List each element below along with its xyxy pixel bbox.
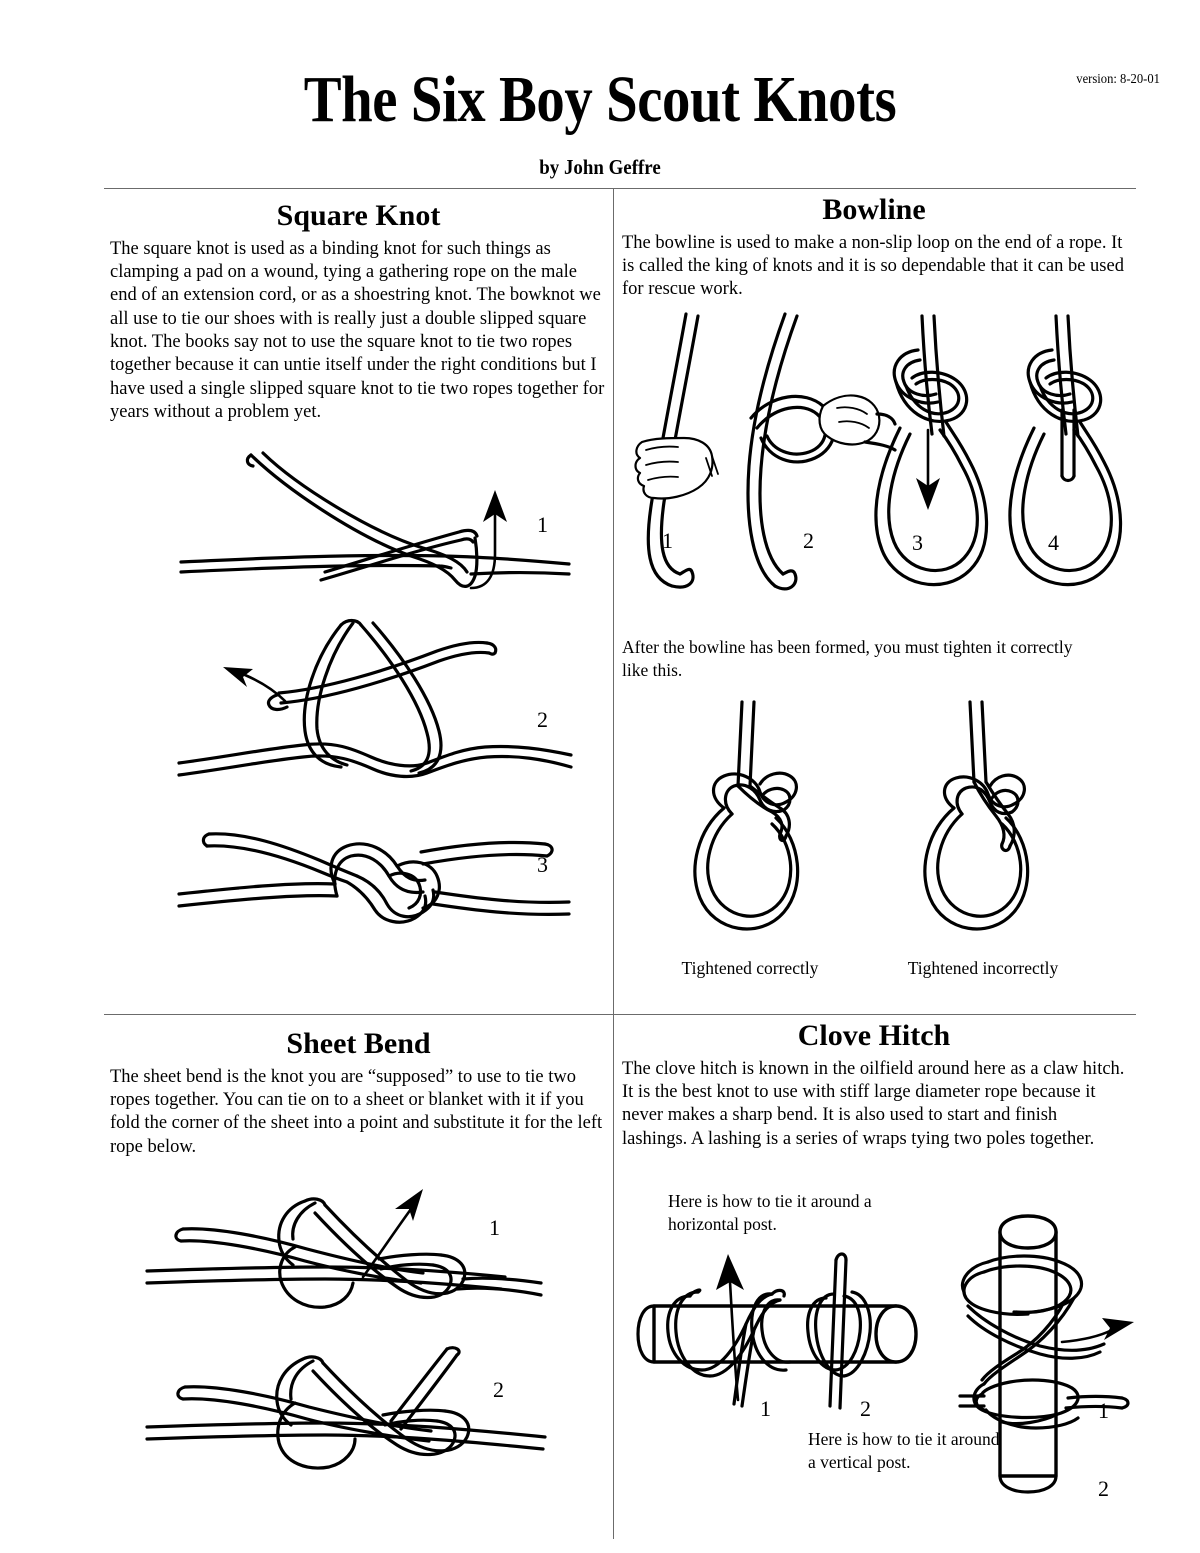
clove-hitch-vertical-note: Here is how to tie it around a vertical post. xyxy=(808,1429,1000,1472)
bowline-step-1-label: 1 xyxy=(662,528,673,553)
bowline-figure-4 xyxy=(1000,310,1130,600)
sheet-bend-heading: Sheet Bend xyxy=(286,1027,431,1060)
clove-hitch-body: The clove hitch is known in the oilfield around here as a claw hitch. It is the best knot to use with stiff large diameter rope because it never makes a sharp bend. It is also used to start and finish lashings. A lashing is a series of wraps tying two poles together. xyxy=(622,1058,1125,1149)
clove-hitch-vertical-step-1-label: 1 xyxy=(1098,1398,1109,1423)
page-title: The Six Boy Scout Knots xyxy=(303,63,897,136)
section-clove-hitch xyxy=(622,1020,1126,1151)
bowline-step-3-label: 3 xyxy=(912,530,923,555)
middle-divider xyxy=(104,1014,1136,1015)
section-bowline xyxy=(622,194,1126,302)
author-byline: by John Geffre xyxy=(539,155,661,179)
clove-hitch-vertical-step-2-label: 2 xyxy=(1098,1476,1109,1501)
document-header xyxy=(0,0,1200,188)
bowline-tightened-incorrectly-caption: Tightened incorrectly xyxy=(907,958,1059,978)
bowline-tighten-note-block xyxy=(622,636,1092,682)
bowline-heading: Bowline xyxy=(822,193,926,226)
square-knot-figure-1 xyxy=(175,450,575,600)
lower-column-divider xyxy=(613,1014,614,1539)
sheet-bend-step-2-label: 2 xyxy=(493,1377,504,1402)
section-square-knot xyxy=(110,200,607,425)
sheet-bend-figure-1 xyxy=(145,1185,545,1325)
bowline-figure-3 xyxy=(866,310,996,600)
sheet-bend-body: The sheet bend is the knot you are “supposed” to use to tie two ropes together. You can tie on to a sheet or blanket with it if you fold the corner of the sheet into a point and substitute it for the left rope below. xyxy=(110,1066,603,1157)
sheet-bend-step-1-label: 1 xyxy=(489,1215,500,1240)
square-knot-step-2-label: 2 xyxy=(537,707,548,732)
bowline-tightened-correctly-caption: Tightened correctly xyxy=(681,958,819,978)
square-knot-heading: Square Knot xyxy=(276,199,441,232)
clove-hitch-horizontal-note: Here is how to tie it around a horizontal post. xyxy=(668,1191,872,1234)
upper-column-divider xyxy=(613,188,614,1014)
section-sheet-bend xyxy=(110,1028,607,1159)
square-knot-figure-3 xyxy=(175,820,575,935)
square-knot-step-3-label: 3 xyxy=(537,852,548,877)
bowline-tighten-note: After the bowline has been formed, you must tighten it correctly like this. xyxy=(622,637,1073,680)
bowline-body: The bowline is used to make a non-slip loop on the end of a rope. It is called the king of knots and it is so dependable that it can be used for rescue work. xyxy=(622,232,1124,300)
clove-hitch-heading: Clove Hitch xyxy=(797,1019,951,1052)
bowline-tightened-incorrectly-figure xyxy=(910,700,1050,950)
clove-hitch-horizontal-step-2-label: 2 xyxy=(860,1396,871,1421)
bowline-step-4-label: 4 xyxy=(1048,530,1059,555)
bowline-step-2-label: 2 xyxy=(803,528,814,553)
top-divider xyxy=(104,188,1136,189)
square-knot-figure-2 xyxy=(175,615,575,805)
sheet-bend-figure-2 xyxy=(145,1345,565,1475)
square-knot-step-1-label: 1 xyxy=(537,512,548,537)
bowline-tightened-correctly-figure xyxy=(680,700,820,950)
version-label: version: 8-20-01 xyxy=(1076,72,1160,87)
clove-hitch-horizontal-step-1-label: 1 xyxy=(760,1396,771,1421)
clove-hitch-horizontal-figure xyxy=(634,1240,934,1420)
square-knot-body: The square knot is used as a binding knot for such things as clamping a pad on a wound, tying a gathering rope on the male end of an extension cord, or as a shoestring knot. The bowknot we all use to tie our shoes with is really just a double slipped square knot. The books say not to use the square knot to tie two ropes together because it can untie itself under the right conditions but I have used a single slipped square knot to tie two ropes together for years without a problem yet. xyxy=(110,238,605,423)
